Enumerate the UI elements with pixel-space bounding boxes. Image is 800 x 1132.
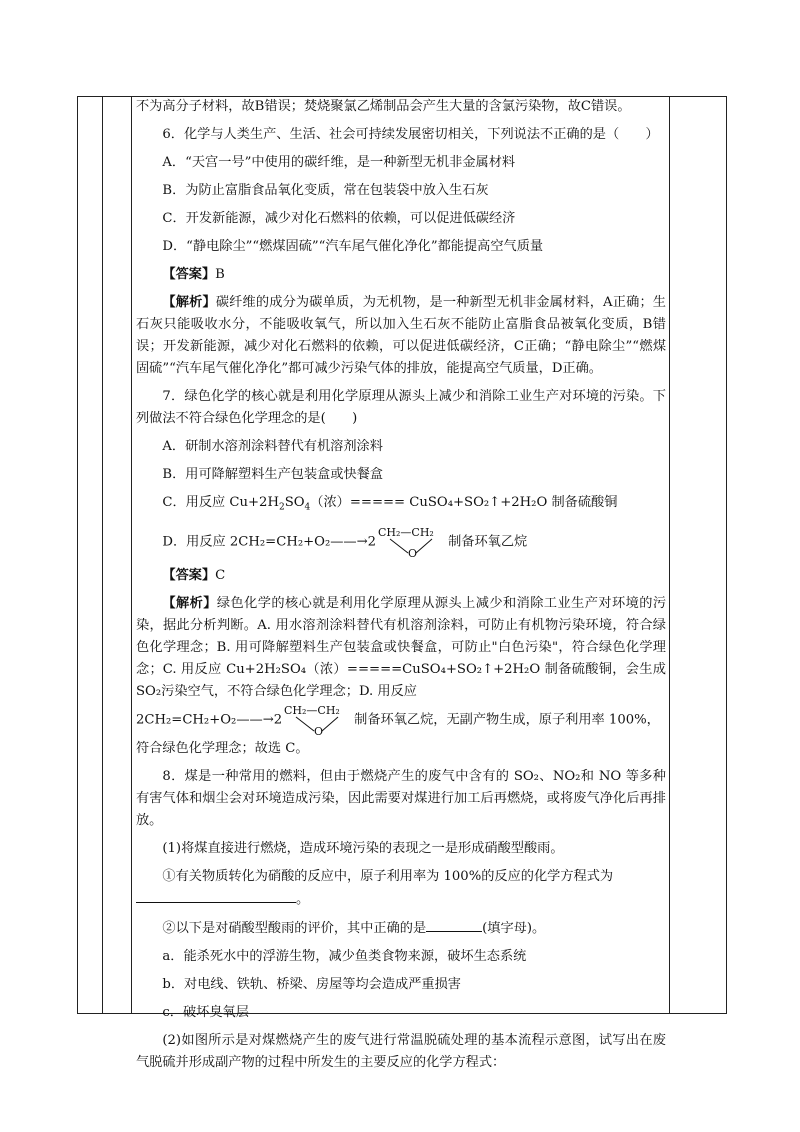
question-6: 6．化学与人类生产、生活、社会可持续发展密切相关，下列说法不正确的是（ ） <box>162 127 659 142</box>
question-7-option-b: B．用可降解塑料生产包装盒或快餐盒 <box>162 467 384 482</box>
question-6-option-c: C．开发新能源，减少对化石燃料的依赖，可以促进低碳经济 <box>162 211 516 226</box>
question-hint: (填字母)。 <box>482 920 546 936</box>
subscript: 2 <box>278 502 285 513</box>
explanation-7-reaction <box>136 703 666 738</box>
answer-6 <box>136 264 666 286</box>
answer-tag: 【答案】 <box>162 568 216 584</box>
column-divider-3 <box>669 97 670 1013</box>
question-7-option-a: A．研制水溶剂涂料替代有机溶剂涂料 <box>162 439 383 454</box>
explanation-7-end: 符合绿色化学理念；故选 C。 <box>136 740 309 756</box>
reaction-text: 2CH₂=CH₂+O₂——→2 <box>136 712 283 728</box>
option-c-text-1: C．用反应 Cu+2H <box>162 495 279 510</box>
question-8-part-2: (2)如图所示是对煤燃烧产生的废气进行常温脱硫处理的基本流程示意图，试写出在废气脱硫并形成副产物的过程中所发生的主要反应的化学方程式： <box>136 1032 666 1070</box>
explanation-6 <box>136 292 666 380</box>
explanation-7 <box>136 593 666 703</box>
answer-value: B <box>215 267 225 282</box>
answer-blank[interactable] <box>426 917 482 932</box>
question-6-option-b: B．为防止富脂食品氧化变质，常在包装袋中放入生石灰 <box>162 183 489 198</box>
question-8-option-b: b．对电线、铁轨、桥梁、房屋等均会造成严重损害 <box>162 976 461 992</box>
question-6-option-d: D．“静电除尘”“燃煤固硫”“汽车尾气催化净化”都能提高空气质量 <box>162 239 544 254</box>
continued-explanation: 不为高分子材料，故B错误；焚烧聚氯乙烯制品会产生大量的含氯污染物，故C错误。 <box>136 99 631 114</box>
column-divider-1 <box>102 97 103 1013</box>
period: 。 <box>296 891 310 907</box>
question-8-option-a: a．能杀死水中的浮游生物，减少鱼类食物来源，破坏生态系统 <box>162 948 527 964</box>
explanation-tag: 【解析】 <box>162 596 217 612</box>
column-divider-2 <box>131 97 132 1013</box>
document-content <box>136 96 666 1074</box>
epoxide-structure <box>282 703 354 737</box>
subscript: 4 <box>304 502 311 513</box>
explanation-text: 绿色化学的核心就是利用化学原理从源头上减少和消除工业生产对环境的污染，据此分析判断。A. 用水溶剂涂料替代有机溶剂涂料，可防止有机物污染环境，符合绿色化学理念；B. 用可降解塑料生产包装盒或快餐盒，可防止"白色污染"，符合绿色化学理念；C. 用反应 Cu+2H₂SO₄（浓）=====CuSO₄+SO₂↑+2H₂O 制备硫酸铜，会生成 SO₂污染空气，不符合绿色化学理念；D. 用反应 <box>136 596 667 700</box>
epoxide-oxygen: O <box>408 546 418 559</box>
question-8-option-c: c．破坏臭氧层 <box>162 1004 249 1020</box>
option-c-text-3: （浓）===== CuSO₄+SO₂↑+2H₂O 制备硫酸铜 <box>310 495 618 510</box>
question-7: 7．绿色化学的核心就是利用化学原理从源头上减少和消除工业生产对环境的污染。下列做法不符合绿色化学理念的是( ) <box>136 389 666 426</box>
question-7-option-d <box>136 525 666 560</box>
question-8-part-1a-blank <box>136 888 666 911</box>
option-d-text-2: 制备环氧乙烷 <box>448 534 528 550</box>
option-d-text-1: D．用反应 2CH₂=CH₂+O₂——→2 <box>162 534 377 550</box>
epoxide-chain: CH₂—CH₂ <box>378 525 434 539</box>
question-8: 8．煤是一种常用的燃料，但由于燃烧产生的废气中含有的 SO₂、NO₂和 NO 等多种有害气体和烟尘会对环境造成污染，因此需要对煤进行加工后再燃烧，或将废气净化后再排放。 <box>136 768 666 828</box>
epoxide-oxygen: O <box>314 725 324 738</box>
answer-7 <box>136 565 666 587</box>
question-8-part-1: (1)将煤直接进行燃烧，造成环境污染的表现之一是形成硝酸型酸雨。 <box>162 840 564 856</box>
question-8-part-1a: ①有关物质转化为硝酸的反应中，原子利用率为 100%的反应的化学方程式为 <box>162 868 614 884</box>
answer-blank[interactable] <box>136 888 296 903</box>
question-7-option-c <box>136 492 666 519</box>
question-text: ②以下是对硝酸型酸雨的评价，其中正确的是 <box>162 920 427 936</box>
epoxide-structure <box>376 525 448 559</box>
question-8-part-1b <box>136 917 666 940</box>
explanation-text: 碳纤维的成分为碳单质，为无机物，是一种新型无机非金属材料，A正确；生石灰只能吸收水分，不能吸收氧气，所以加入生石灰不能防止富脂食品被氧化变质，B错误；开发新能源，减少对化石燃料的依赖，可以促进低碳经济，C正确；“静电除尘”“燃煤固硫”“汽车尾气催化净化”都可减少污染气体的排放，能提高空气质量，D正确。 <box>136 295 666 376</box>
question-6-option-a: A．“天宫一号”中使用的碳纤维，是一种新型无机非金属材料 <box>162 155 516 170</box>
answer-value: C <box>215 568 226 584</box>
answer-tag: 【答案】 <box>162 267 216 282</box>
option-c-text-2: SO <box>284 495 305 510</box>
epoxide-chain: CH₂—CH₂ <box>284 704 341 718</box>
explanation-tag: 【解析】 <box>162 295 216 310</box>
reaction-conclusion: 制备环氧乙烷，无副产物生成，原子利用率 100%， <box>354 712 660 728</box>
